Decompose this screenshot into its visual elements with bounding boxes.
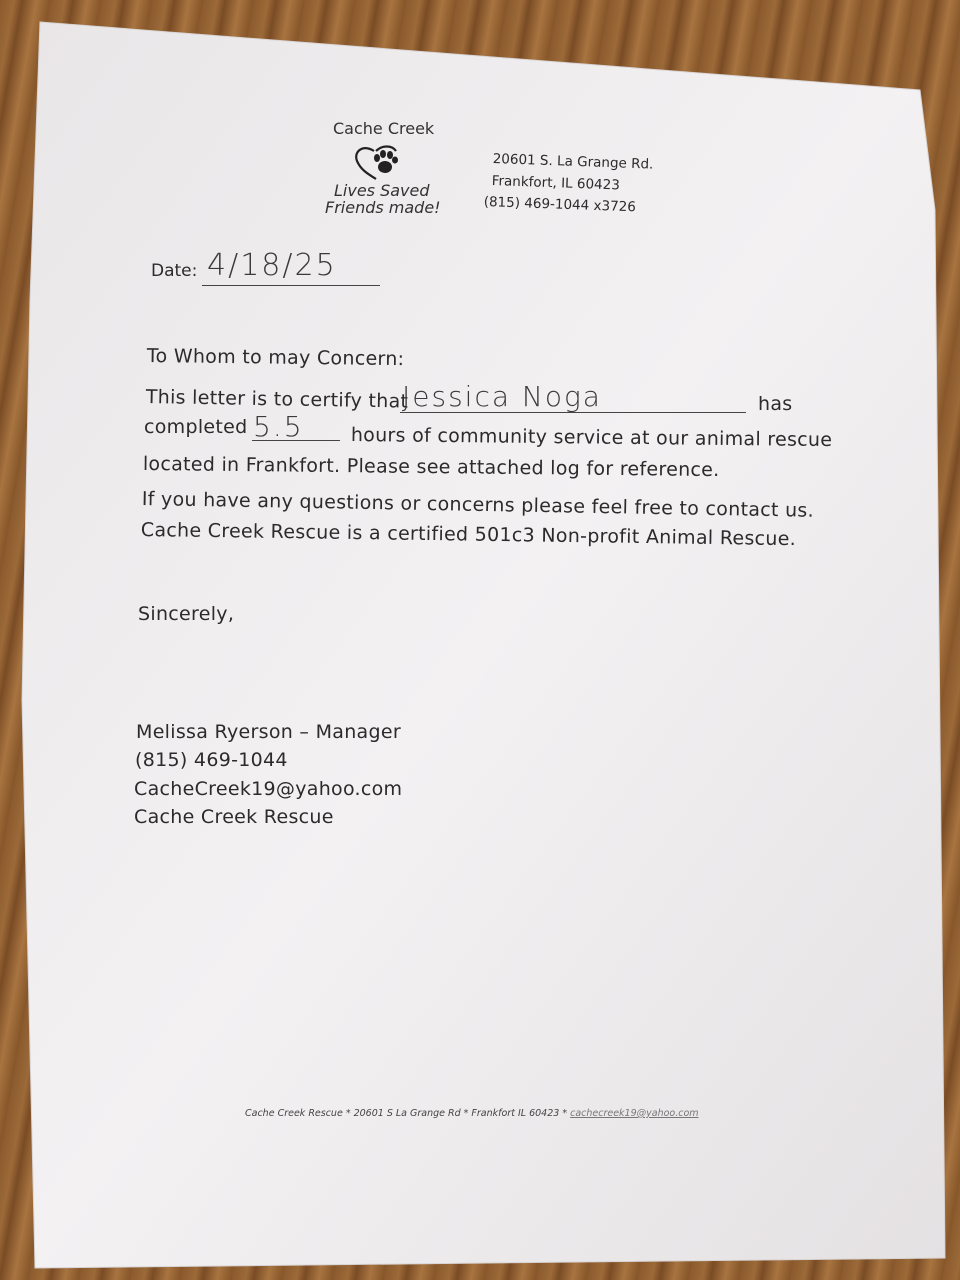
address-line-1: 20601 S. La Grange Rd. <box>492 151 654 173</box>
certify-line2-suffix: hours of community service at our animal rescue <box>350 424 833 452</box>
tagline-friends-made: Friends made! <box>325 198 441 217</box>
footer-email-link[interactable]: cachecreek19@yahoo.com <box>570 1108 699 1119</box>
certify-line1-suffix: has <box>758 393 793 415</box>
address-phone: (815) 469-1044 x3726 <box>483 194 637 216</box>
org-name: Cache Creek <box>333 119 435 138</box>
certify-line1-prefix: This letter is to certify that <box>145 386 409 413</box>
date-label: Date: <box>151 261 198 281</box>
closing: Sincerely, <box>138 603 235 625</box>
footer-text: Cache Creek Rescue * 20601 S La Grange Rd * Frankfort IL 60423 * <box>245 1108 571 1119</box>
contact-line: If you have any questions or concerns please feel free to contact us. <box>141 488 815 522</box>
nonprofit-line: Cache Creek Rescue is a certified 501c3 Non-profit Animal Rescue. <box>140 519 797 551</box>
footer <box>245 1108 699 1119</box>
signer-name-title: Melissa Ryerson – Manager <box>136 721 401 743</box>
date-value: 4/18/25 <box>207 248 337 283</box>
tagline-lives-saved: Lives Saved <box>334 181 430 200</box>
address-line-2: Frankfort, IL 60423 <box>491 173 621 194</box>
certify-line3: located in Frankfort. Please see attached log for reference. <box>142 453 720 482</box>
date-underline <box>202 285 380 286</box>
certify-line2-prefix: completed <box>144 416 248 438</box>
signer-email: CacheCreek19@yahoo.com <box>134 778 403 800</box>
paw-heart-icon <box>352 145 410 181</box>
signer-org: Cache Creek Rescue <box>134 806 334 828</box>
salutation: To Whom to may Concern: <box>146 345 405 371</box>
hours-value: 5.5 <box>253 410 304 443</box>
volunteer-name: Jessica Noga <box>402 380 602 413</box>
signer-phone: (815) 469-1044 <box>135 749 288 771</box>
